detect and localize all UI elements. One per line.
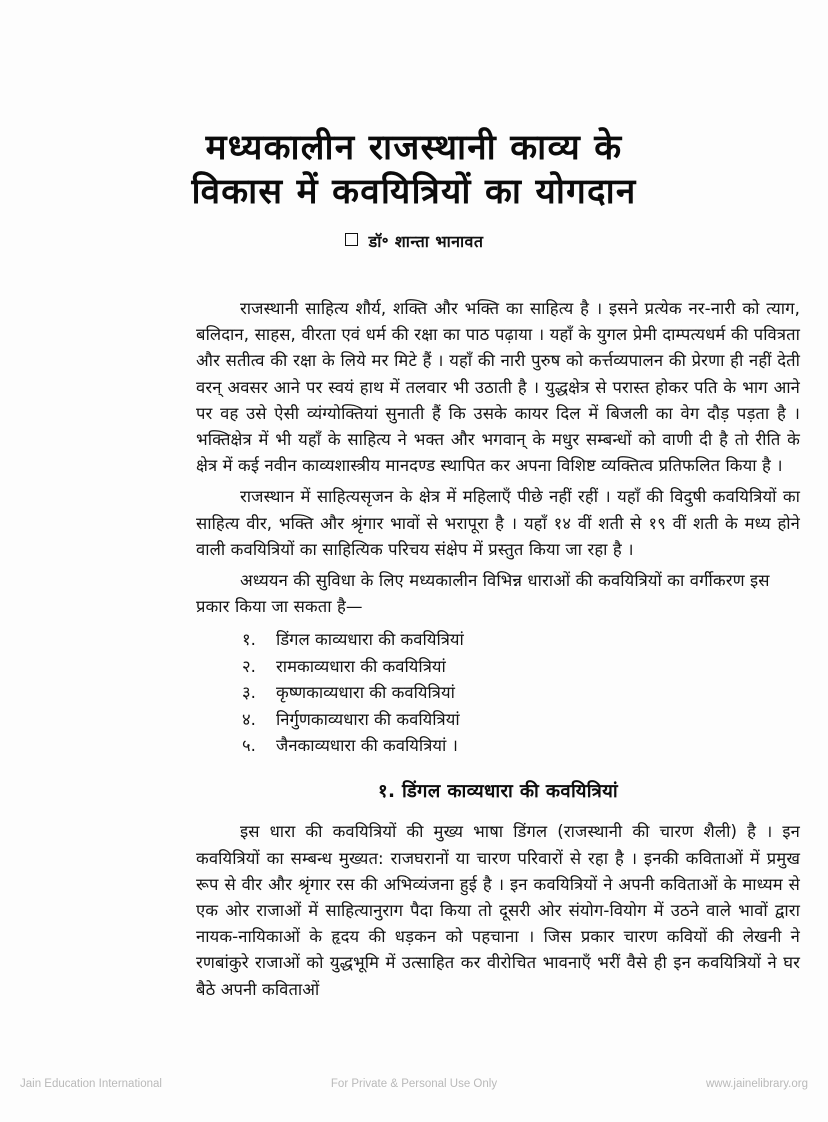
paragraph-2: राजस्थान में साहित्यसृजन के क्षेत्र में महिलाएँ पीछे नहीं रहीं । यहाँ की विदुषी कवयित्रियों का साहित्य वीर, भक्ति और श्रृंगार भावों से भरापूरा है । यहाँ १४ वीं शती से १९ वीं शती के मध्य होने वाली कवयित्रियों का साहित्यिक परिचय संक्षेप में प्रस्तुत किया जा रहा है । bbox=[196, 487, 801, 559]
page-title bbox=[0, 126, 828, 214]
list-item bbox=[196, 680, 800, 706]
author-byline bbox=[0, 230, 828, 252]
list-item-number: ३. bbox=[242, 683, 256, 703]
paragraph-4: इस धारा की कवयित्रियों की मुख्य भाषा डिंगल (राजस्थानी की चारण शैली) है । इन कवयित्रियों का सम्बन्ध मुख्यत: राजघरानों या चारण परिवारों से रहा है । इनकी कविताओं में प्रमुख रूप से वीर और श्रृंगार रस की अभिव्यंजना हुई है । इन कवयित्रियों ने अपनी कविताओं के माध्यम से एक ओर राजाओं में साहित्यानुराग पैदा किया तो दूसरी ओर संयोग-वियोग में उठने वाले भावों द्वारा नायक-नायिकाओं के हृदय की धड़कन को पहचाना । जिस प्रकार चारण कवियों की लेखनी ने रणबांकुरे राजाओं को युद्धभूमि में उत्साहित कर वीरोचित भावनाएँ भरीं वैसे ही इन कवयित्रियों ने घर बैठे अपनी कविताओं bbox=[196, 822, 800, 999]
footer-center-text: For Private & Personal Use Only bbox=[330, 1078, 498, 1090]
list-item bbox=[196, 627, 800, 653]
footer-left-text: Jain Education International bbox=[20, 1078, 162, 1090]
list-item bbox=[196, 707, 800, 733]
title-line-1: मध्यकालीन राजस्थानी काव्य के bbox=[205, 128, 623, 168]
list-item-label: कृष्णकाव्यधारा की कवयित्रियां bbox=[276, 683, 455, 703]
page-footer bbox=[0, 1078, 828, 1096]
list-item-label: निर्गुणकाव्यधारा की कवयित्रियां bbox=[276, 709, 460, 729]
list-item bbox=[196, 654, 800, 680]
list-item-number: १. bbox=[242, 630, 256, 650]
list-item-label: रामकाव्यधारा की कवयित्रियां bbox=[276, 656, 446, 676]
list-item bbox=[196, 733, 800, 759]
section-heading: १. डिंगल काव्यधारा की कवयित्रियां bbox=[378, 781, 618, 803]
list-item-number: २. bbox=[242, 656, 256, 676]
list-item-number: ४. bbox=[242, 709, 256, 729]
list-item-label: डिंगल काव्यधारा की कवयित्रियां bbox=[276, 630, 464, 650]
classification-list bbox=[196, 627, 800, 759]
author-name: डॉ॰ शान्ता भानावत bbox=[368, 232, 484, 251]
paragraph-3: अध्ययन की सुविधा के लिए मध्यकालीन विभिन्न धाराओं की कवयित्रियों का वर्गीकरण इस प्रकार किया जा सकता है— bbox=[196, 571, 770, 617]
list-item-label: जैनकाव्यधारा की कवयित्रियां । bbox=[276, 736, 458, 756]
paragraph-1: राजस्थानी साहित्य शौर्य, शक्ति और भक्ति का साहित्य है । इसने प्रत्येक नर-नारी को त्याग, बलिदान, साहस, वीरता एवं धर्म की रक्षा का पाठ पढ़ाया । यहाँ के युगल प्रेमी दाम्पत्यधर्म की पवित्रता और सतीत्व की रक्षा के लिये मर मिटे हैं । यहाँ की नारी पुरुष को कर्त्तव्यपालन की प्रेरणा ही नहीं देती वरन् अवसर आने पर स्वयं हाथ में तलवार भी उठाती है । युद्धक्षेत्र से परास्त होकर पति के भाग आने पर वह उसे ऐसी व्यंग्योक्तियां सुनाती हैं कि उसके कायर दिल में बिजली का वेग दौड़ पड़ता है । भक्तिक्षेत्र में भी यहाँ के साहित्य ने भक्त और भगवान् के मधुर सम्बन्धों को वाणी दी है तो रीति के क्षेत्र में कई नवीन काव्यशास्त्रीय मानदण्ड स्थापित कर अपना विशिष्ट व्यक्तित्व प्रतिफलित किया है । bbox=[196, 299, 800, 476]
list-item-number: ५. bbox=[242, 736, 256, 756]
body-column bbox=[196, 296, 800, 1008]
footer-right-link[interactable]: www.jainelibrary.org bbox=[705, 1078, 808, 1090]
hollow-square-bullet-icon bbox=[345, 233, 358, 246]
title-line-2: विकास में कवयित्रियों का योगदान bbox=[191, 172, 637, 212]
